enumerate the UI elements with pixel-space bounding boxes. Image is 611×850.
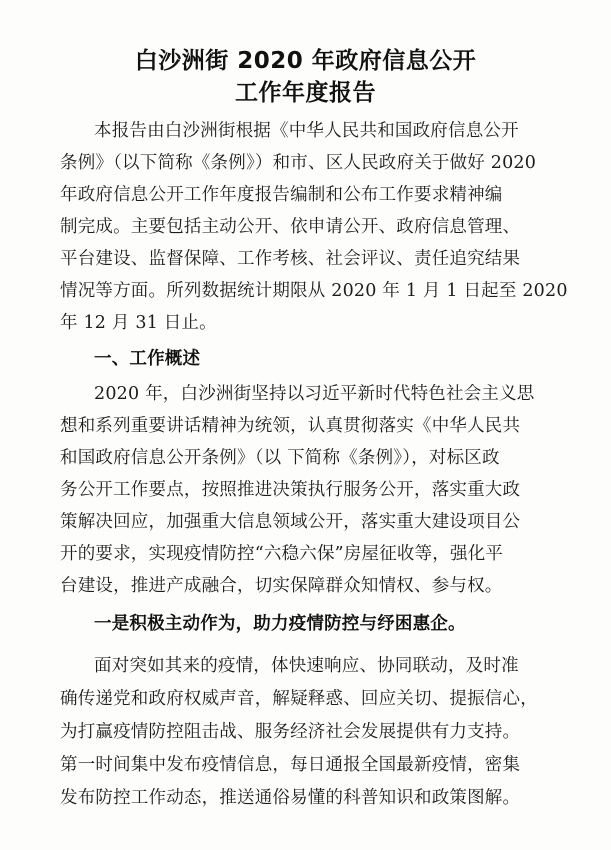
- report-title-line-2: 工作年度报告: [235, 80, 376, 106]
- text-line: 制完成。主要包括主动公开、依申请公开、政府信息管理、: [60, 217, 521, 237]
- text-line: 2020 年，白沙洲街坚持以习近平新时代特色社会主义思: [94, 384, 535, 404]
- text-line: 第一时间集中发布疫情信息，每日通报全国最新疫情，密集: [60, 755, 521, 775]
- text-line: 和国政府信息公开条例》（以 下简称《条例》），对标区政: [60, 448, 500, 468]
- text-line: 想和系列重要讲话精神为统领，认真贯彻落实《中华人民共: [60, 416, 521, 436]
- text-line: 平台建设、监督保障、工作考核、社会评议、责任追究结果: [60, 249, 521, 269]
- report-title-line-1: 白沙洲街 2020 年政府信息公开: [134, 48, 477, 74]
- text-line: 情况等方面。所列数据统计期限从 2020 年 1 月 1 日起至 2020: [60, 281, 568, 301]
- text-line: 开的要求，实现疫情防控“六稳六保”房屋征收等，强化平: [60, 544, 504, 564]
- text-line: 发布防控工作动态，推送通俗易懂的科普知识和政策图解。: [60, 788, 521, 808]
- text-line: 确传递党和政府权威声音，解疑释惑、回应关切、提振信心，: [60, 689, 538, 709]
- text-line: 年政府信息公开工作年度报告编制和公布工作要求精神编: [60, 185, 503, 205]
- text-line: 台建设，推进产成融合，切实保障群众知情权、参与权。: [60, 576, 503, 596]
- section-heading-overview: 一、工作概述: [94, 349, 201, 369]
- text-line: 务公开工作要点，按照推进决策执行服务公开，落实重大政: [60, 480, 521, 500]
- text-line: 年 12 月 31 日止。: [60, 313, 217, 333]
- text-line: 为打赢疫情防控阻击战、服务经济社会发展提供有力支持。: [60, 722, 521, 742]
- text-line: 本报告由白沙洲街根据《中华人民共和国政府信息公开: [94, 121, 519, 141]
- subheading-epidemic-response: 一是积极主动作为，助力疫情防控与纾困惠企。: [94, 614, 466, 634]
- text-line: 面对突如其来的疫情，体快速响应、协同联动，及时准: [94, 656, 519, 676]
- text-line: 策解决回应，加强重大信息领域公开，落实重大建设项目公: [60, 512, 521, 532]
- text-line: 条例》（以下简称《条例》）和市、区人民政府关于做好 2020: [60, 153, 537, 173]
